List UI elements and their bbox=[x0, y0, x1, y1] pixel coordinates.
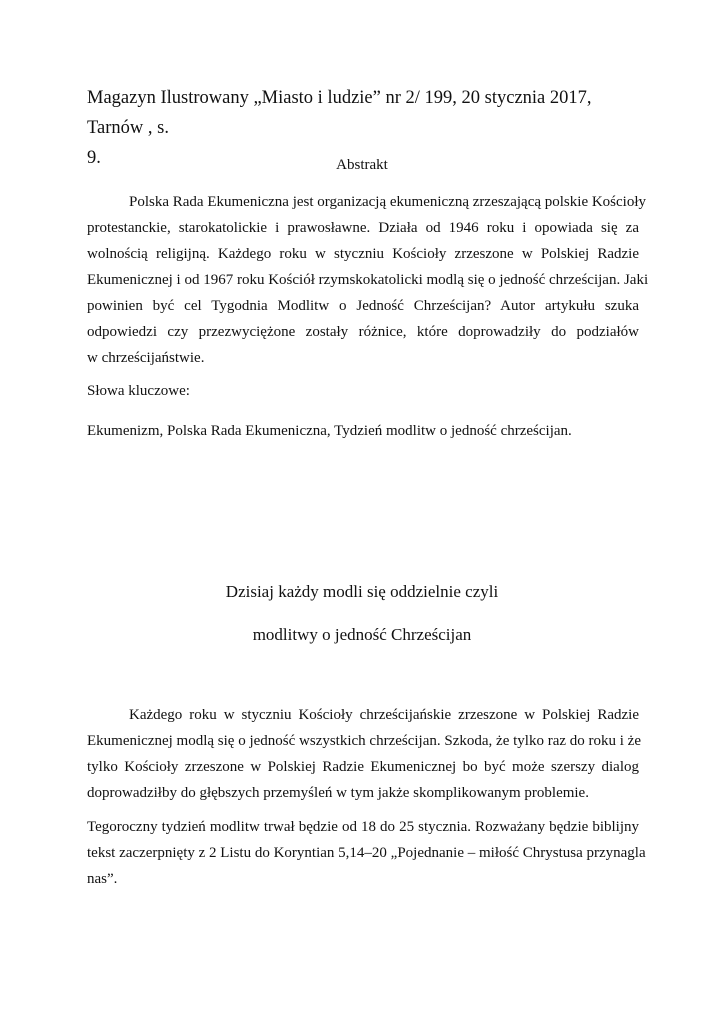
abstract-paragraph bbox=[87, 189, 649, 371]
body-line: tekst zaczerpnięty z 2 Listu do Koryntian 5,14–20 „Pojednanie – miłość Chrystusa przynagla bbox=[87, 845, 646, 861]
keywords-list: Ekumenizm, Polska Rada Ekumeniczna, Tydzień modlitw o jedność chrześcijan. bbox=[87, 423, 572, 439]
body-paragraph-1 bbox=[87, 702, 639, 806]
article-title-line-2: modlitwy o jedność Chrześcijan bbox=[252, 625, 472, 644]
abstract-line: Ekumenicznej i od 1967 roku Kościół rzymskokatolicki modlą się o jedność chrześcijan. Jaki bbox=[87, 272, 649, 288]
article-title-line-1: Dzisiaj każdy modli się oddzielnie czyli bbox=[225, 582, 499, 601]
citation-line: Magazyn Ilustrowany „Miasto i ludzie” nr 2/ 199, 20 stycznia 2017, Tarnów , s. bbox=[87, 88, 592, 138]
abstract-line: Polska Rada Ekumeniczna jest organizacją ekumeniczną zrzeszającą polskie Kościoły bbox=[129, 194, 647, 210]
abstract-line: protestanckie, starokatolickie i prawosławne. Działa od 1946 roku i opowiada się za bbox=[87, 220, 639, 236]
abstract-line: odpowiedzi czy przezwyciężone zostały różnice, które doprowadziły do podziałów bbox=[87, 324, 639, 340]
body-line: Ekumenicznej modlą się o jedność wszystkich chrześcijan. Szkoda, że tylko raz do roku i że bbox=[87, 733, 641, 749]
body-line: nas”. bbox=[87, 871, 118, 887]
body-line: doprowadziłby do głębszych przemyśleń w tym jakże skomplikowanym problemie. bbox=[87, 785, 589, 801]
body-line: Tegoroczny tydzień modlitw trwał będzie od 18 do 25 stycznia. Rozważany będzie biblijny bbox=[87, 819, 639, 835]
body-line: tylko Kościoły zrzeszone w Polskiej Radzie Ekumenicznej bo być może szerszy dialog bbox=[87, 759, 639, 775]
body-paragraph-2 bbox=[87, 814, 646, 892]
abstract-heading: Abstrakt bbox=[336, 157, 388, 173]
citation-line: 9. bbox=[87, 148, 101, 168]
abstract-line: wolnością religijną. Każdego roku w styczniu Kościoły zrzeszone w Polskiej Radzie bbox=[87, 246, 639, 262]
abstract-line: w chrześcijaństwie. bbox=[87, 350, 205, 366]
body-line: Każdego roku w styczniu Kościoły chrześcijańskie zrzeszone w Polskiej Radzie bbox=[129, 707, 639, 723]
keywords-label: Słowa kluczowe: bbox=[87, 383, 190, 399]
abstract-line: powinien być cel Tygodnia Modlitw o Jedność Chrześcijan? Autor artykułu szuka bbox=[87, 298, 639, 314]
